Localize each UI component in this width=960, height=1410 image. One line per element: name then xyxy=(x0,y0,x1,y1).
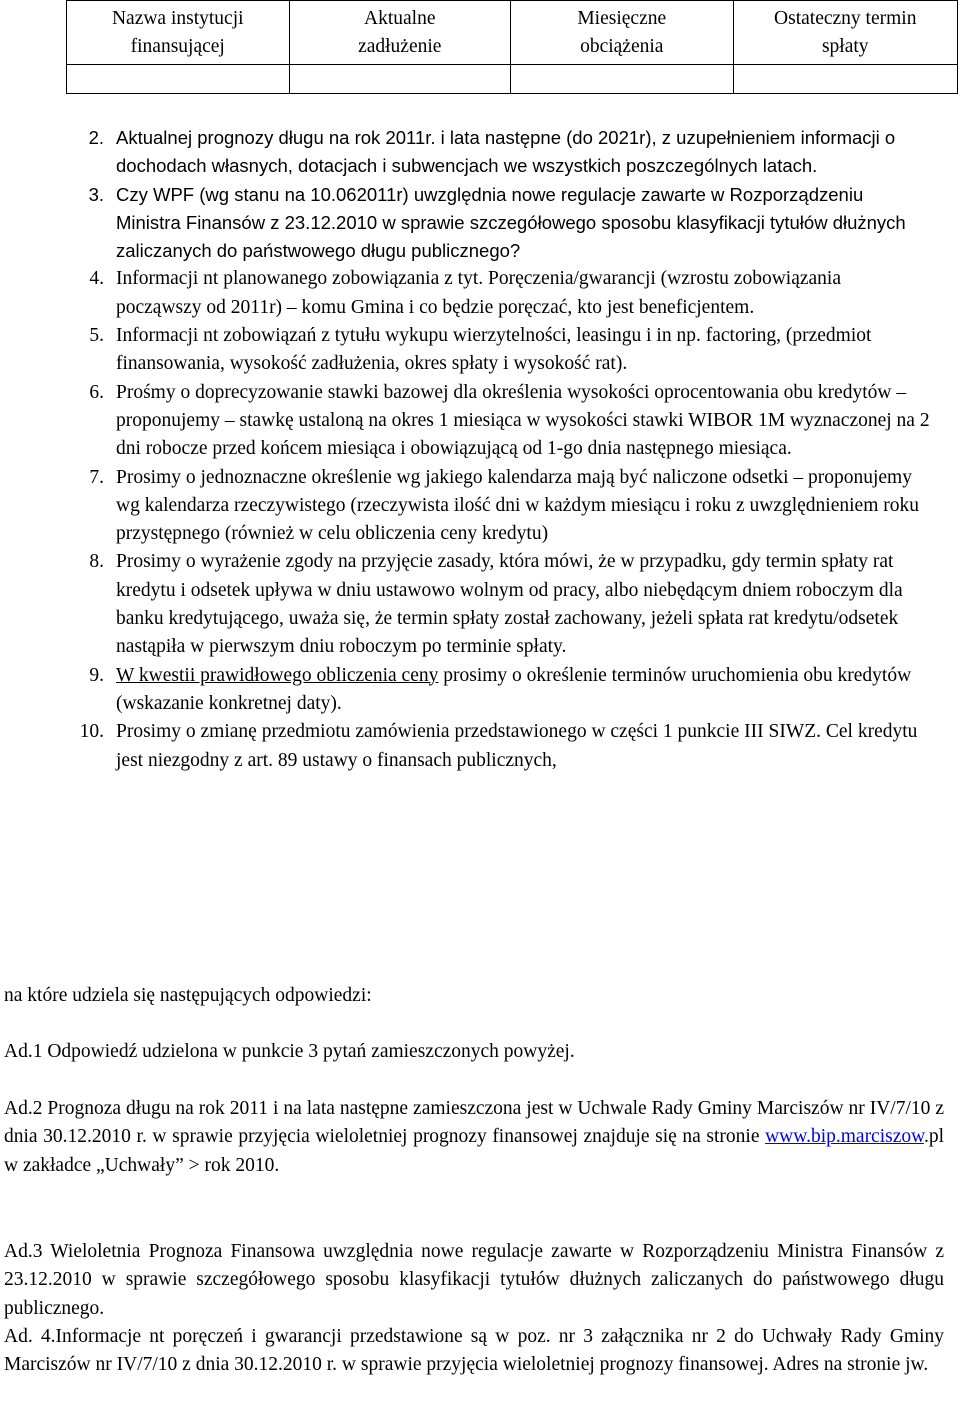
bip-link[interactable]: www.bip.marciszow xyxy=(765,1126,924,1148)
creditor-table xyxy=(66,0,958,94)
table-header-cell: Aktualne zadłużenie xyxy=(290,1,512,64)
table-cell xyxy=(67,64,290,94)
list-item: 10. Prosimy o zmianę przedmiotu zamówienia przedstawionego w części 1 punkcie III SIWZ. Cel kredytu jest niezgodny z art. 89 ustawy o finansach publicznych, xyxy=(79,721,918,771)
list-item: 4. Informacji nt planowanego zobowiązania z tyt. Poręczenia/gwarancji (wzrostu zobowiązania począwszy od 2011r) – komu Gmina i co będzie poręczać, kto jest beneficjentem. xyxy=(89,268,841,318)
answer-2: Ad.2 Prognoza długu na rok 2011 i na lata następne zamieszczona jest w Uchwale Rady Gminy Marciszów nr IV/7/10 z dnia 30.12.2010 r. w sprawie przyjęcia wieloletniej prognozy finansowej znajduje się na stronie www.bip.marciszow.pl w zakładce „Uchwały” > rok 2010. xyxy=(4,1098,944,1176)
table-header-cell: Miesięczne obciążenia xyxy=(511,1,734,64)
answer-3: Ad.3 Wieloletnia Prognoza Finansowa uwzględnia nowe regulacje zawarte w Rozporządzeniu Ministra Finansów z 23.12.2010 w sprawie szczegółowego sposobu klasyfikacji tytułów dłużnych zaliczanych do państwowego długu publicznego. xyxy=(4,1241,944,1319)
table-cell xyxy=(511,64,734,94)
list-item: 8. Prosimy o wyrażenie zgody na przyjęcie zasady, która mówi, że w przypadku, gdy termin spłaty rat kredytu i odsetek upływa w dniu ustawowo wolnym od pracy, albo niebędącym dniem roboczym dla banku kredytującego, uważa się, że termin spłaty został zachowany, jeżeli spłata rat kredytu/odsetek nastąpiła w pierwszym dniu roboczym po terminie spłaty. xyxy=(89,551,903,658)
list-item: 9. W kwestii prawidłowego obliczenia ceny prosimy o określenie terminów uruchomienia obu kredytów (wskazanie konkretnej daty). xyxy=(89,664,912,714)
list-item: 3. Czy WPF (wg stanu na 10.062011r) uwzględnia nowe regulacje zawarte w Rozporządzeniu Ministra Finansów z 23.12.2010 w sprawie szczegółowego sposobu klasyfikacji tytułów dłużnych zaliczanych do państwowego długu publicznego? xyxy=(88,183,906,262)
question-list xyxy=(0,124,960,775)
table-header-cell: Nazwa instytucji finansującej xyxy=(67,1,290,64)
list-item: 5. Informacji nt zobowiązań z tytułu wykupu wierzytelności, leasingu i in np. factoring, (przedmiot finansowania, wysokość zadłużenia, okres spłaty i wysokość rat). xyxy=(89,325,872,375)
list-item: 2. Aktualnej prognozy długu na rok 2011r. i lata następne (do 2021r), z uzupełnieniem informacji o dochodach własnych, dotacjach i subwencjach we wszystkich poszczególnych latach. xyxy=(88,127,896,177)
answers-intro: na które udziela się następujących odpowiedzi: xyxy=(4,985,372,1006)
table-header-row xyxy=(67,1,957,65)
table-cell xyxy=(290,64,512,94)
answer-1: Ad.1 Odpowiedź udzielona w punkcie 3 pytań zamieszczonych powyżej. xyxy=(4,1041,575,1062)
table-cell xyxy=(734,64,958,94)
table-empty-row xyxy=(67,64,957,94)
list-item: 7. Prosimy o jednoznaczne określenie wg jakiego kalendarza mają być naliczone odsetki – proponujemy wg kalendarza rzeczywistego (rzeczywista ilość dni w każdym miesiącu i roku z uwzględnieniem roku przystępnego (również w celu obliczenia ceny kredytu) xyxy=(89,466,919,545)
answer-4: Ad. 4.Informacje nt poręczeń i gwarancji przedstawione są w poz. nr 3 załącznika nr 2 do Uchwały Rady Gminy Marciszów nr IV/7/10 z dnia 30.12.2010 r. w sprawie przyjęcia wieloletniej prognozy finansowej. Adres na stronie jw. xyxy=(4,1326,944,1376)
list-item: 6. Prośmy o doprecyzowanie stawki bazowej dla określenia wysokości oprocentowania obu kredytów – proponujemy – stawkę ustaloną na okres 1 miesiąca w wysokości stawki WIBOR 1M wyznaczonej na 2 dni robocze przed końcem miesiąca i obowiązującą od 1-go dnia następnego miesiąca. xyxy=(89,381,930,460)
table-header-cell: Ostateczny termin spłaty xyxy=(774,8,917,57)
